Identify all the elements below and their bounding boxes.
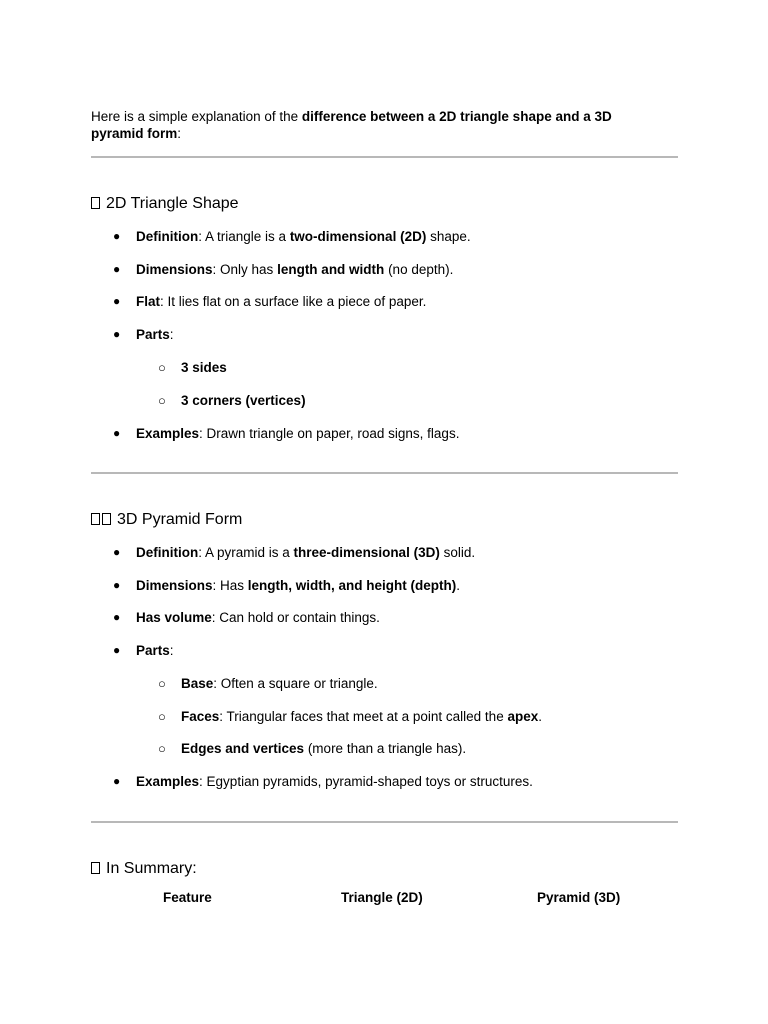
section-heading-summary bbox=[91, 860, 197, 878]
bold-term: Parts bbox=[136, 643, 170, 658]
bold-term: 3 corners (vertices) bbox=[181, 393, 306, 408]
list-item-text bbox=[181, 741, 466, 756]
divider bbox=[91, 821, 678, 823]
missing-glyph-icon bbox=[102, 513, 111, 525]
section-heading-triangle bbox=[91, 195, 239, 213]
hollow-bullet-icon: ○ bbox=[158, 741, 166, 756]
bold-term: length, width, and height (depth) bbox=[247, 578, 457, 593]
bold-term: Base bbox=[181, 676, 214, 691]
item-text: . bbox=[456, 578, 461, 593]
list-item-text bbox=[136, 774, 533, 789]
table-header-feature: Feature bbox=[163, 890, 212, 905]
list-item-text bbox=[181, 676, 378, 691]
item-text: . bbox=[538, 709, 542, 724]
bullet-icon: ● bbox=[113, 774, 121, 788]
item-text: : Egyptian pyramids, pyramid-shaped toys or structures. bbox=[199, 774, 533, 789]
divider bbox=[91, 156, 678, 158]
bullet-icon: ● bbox=[113, 327, 121, 341]
table-header-pyramid: Pyramid (3D) bbox=[537, 890, 621, 905]
bold-term: 3 sides bbox=[181, 360, 227, 375]
missing-glyph-icon bbox=[91, 197, 100, 209]
section-title: 3D Pyramid Form bbox=[117, 511, 243, 528]
bullet-icon: ● bbox=[113, 426, 121, 440]
bold-term: Definition bbox=[136, 545, 199, 560]
bold-term: apex bbox=[507, 709, 539, 724]
bold-term: Has volume bbox=[136, 610, 212, 625]
bold-term: two-dimensional (2D) bbox=[289, 229, 427, 244]
bullet-icon: ● bbox=[113, 643, 121, 657]
bold-term: Faces bbox=[181, 709, 220, 724]
bullet-icon: ● bbox=[113, 262, 121, 276]
item-text: : A pyramid is a bbox=[198, 545, 294, 560]
intro-paragraph bbox=[91, 108, 651, 142]
item-text: : Often a square or triangle. bbox=[213, 676, 378, 691]
bullet-icon: ● bbox=[113, 229, 121, 243]
item-text: shape. bbox=[426, 229, 471, 244]
bold-term: Definition bbox=[136, 229, 199, 244]
list-item-text bbox=[136, 426, 459, 441]
bold-term: Examples bbox=[136, 426, 200, 441]
item-text: : Can hold or contain things. bbox=[211, 610, 380, 625]
item-text: : Only has bbox=[212, 262, 278, 277]
item-text: : It lies flat on a surface like a piece of paper. bbox=[160, 294, 427, 309]
hollow-bullet-icon: ○ bbox=[158, 676, 166, 691]
bullet-icon: ● bbox=[113, 610, 121, 624]
bullet-icon: ● bbox=[113, 294, 121, 308]
missing-glyph-icon bbox=[91, 862, 100, 874]
section-title: 2D Triangle Shape bbox=[106, 195, 239, 212]
list-item-text bbox=[136, 327, 174, 342]
list-item-text bbox=[136, 610, 380, 625]
intro-bold-text: difference between a 2D triangle shape and a 3D pyramid form bbox=[91, 109, 612, 141]
item-text: solid. bbox=[439, 545, 476, 560]
bold-term: Dimensions bbox=[136, 578, 213, 593]
list-item-text bbox=[136, 578, 460, 593]
item-text: (more than a triangle has). bbox=[304, 741, 467, 756]
missing-glyph-icon bbox=[91, 513, 100, 525]
item-text: : A triangle is a bbox=[198, 229, 290, 244]
list-item-text bbox=[181, 393, 306, 408]
bold-term: Parts bbox=[136, 327, 170, 342]
intro-colon: : bbox=[177, 126, 182, 141]
list-item-text bbox=[136, 229, 471, 244]
bold-term: Examples bbox=[136, 774, 200, 789]
bold-term: three-dimensional (3D) bbox=[293, 545, 440, 560]
list-item-text bbox=[181, 360, 227, 375]
bold-term: Flat bbox=[136, 294, 161, 309]
hollow-bullet-icon: ○ bbox=[158, 393, 166, 408]
section-title: In Summary: bbox=[106, 860, 197, 877]
hollow-bullet-icon: ○ bbox=[158, 360, 166, 375]
list-item-text bbox=[136, 643, 174, 658]
bold-term: length and width bbox=[277, 262, 385, 277]
item-text: : Has bbox=[212, 578, 248, 593]
divider bbox=[91, 472, 678, 474]
intro-text: Here is a simple explanation of the bbox=[91, 109, 302, 124]
item-text: : Triangular faces that meet at a point called the bbox=[219, 709, 508, 724]
list-item-text bbox=[181, 709, 542, 724]
hollow-bullet-icon: ○ bbox=[158, 709, 166, 724]
item-text: (no depth). bbox=[384, 262, 454, 277]
item-text: : Drawn triangle on paper, road signs, flags. bbox=[199, 426, 460, 441]
item-text: : bbox=[169, 643, 174, 658]
bullet-icon: ● bbox=[113, 578, 121, 592]
list-item-text bbox=[136, 294, 426, 309]
section-heading-pyramid bbox=[91, 511, 242, 529]
bold-term: Dimensions bbox=[136, 262, 213, 277]
table-header-triangle: Triangle (2D) bbox=[341, 890, 423, 905]
bullet-icon: ● bbox=[113, 545, 121, 559]
list-item-text bbox=[136, 262, 453, 277]
bold-term: Edges and vertices bbox=[181, 741, 305, 756]
item-text: : bbox=[169, 327, 174, 342]
list-item-text bbox=[136, 545, 475, 560]
